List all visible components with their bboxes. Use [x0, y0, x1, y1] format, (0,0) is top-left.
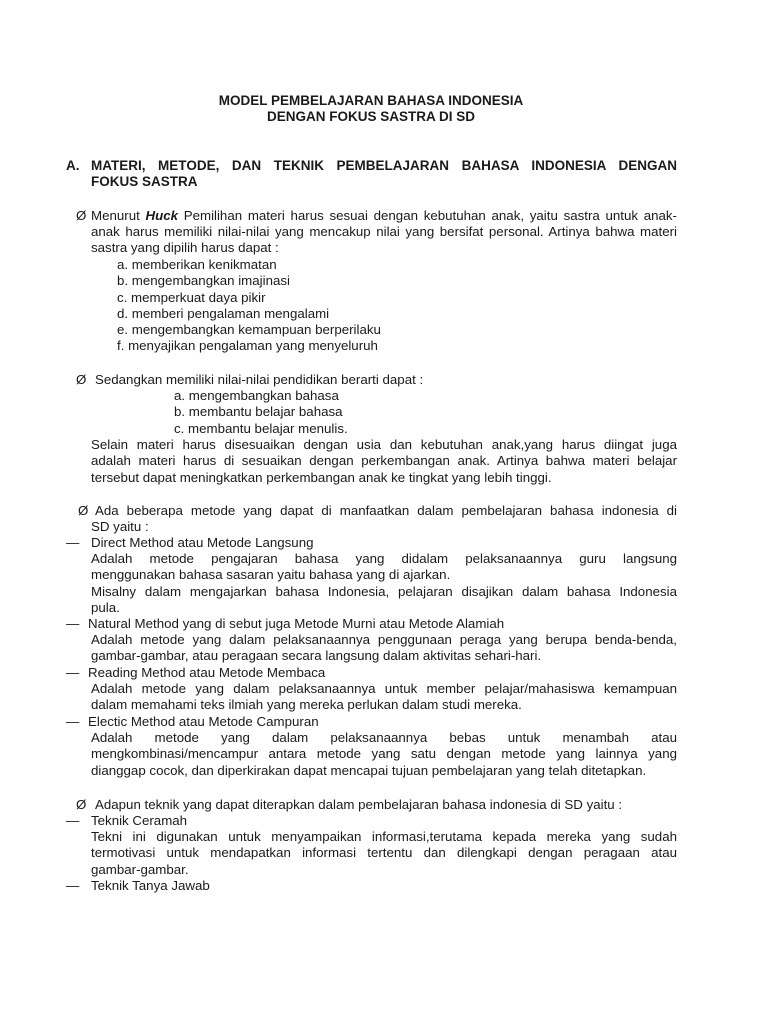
list-item: b. membantu belajar bahasa	[174, 404, 343, 420]
section-heading-line-2: FOKUS SASTRA	[91, 174, 198, 190]
method-description	[91, 730, 677, 779]
paragraph-line: anak harus memiliki nilai-nilai yang mencakup nilai yang bersifat personal. Artinya bahwa materi	[91, 224, 677, 239]
technique-name: Teknik Tanya Jawab	[91, 878, 210, 893]
bullet-icon: Ø	[76, 208, 87, 223]
bullet-icon: Ø	[78, 503, 89, 518]
paragraph-line: dalam memahami teks ilmiah yang mereka perlukan dalam studi mereka.	[91, 697, 522, 713]
list-pendidikan	[174, 388, 348, 437]
paragraph-pendidikan: Sedangkan memiliki nilai-nilai pendidikan berarti dapat :	[95, 372, 424, 387]
list-item: a. mengembangkan bahasa	[174, 388, 339, 403]
paragraph-line: gambar-gambar.	[91, 861, 189, 877]
paragraph-line	[91, 208, 677, 224]
paragraph-teknik: Adapun teknik yang dapat diterapkan dalam pembelajaran bahasa indonesia di SD yaitu :	[95, 797, 623, 812]
method-name: Reading Method atau Metode Membaca	[88, 665, 326, 680]
paragraph-line: sastra yang dipilih harus dapat :	[91, 240, 279, 256]
list-item: c. memperkuat daya pikir	[117, 289, 266, 305]
paragraph-huck-cont	[91, 224, 677, 257]
paragraph-line: Tekni ini digunakan untuk menyampaikan informasi,terutama kepada mereka yang sudah	[91, 829, 677, 844]
list-item: b. mengembangkan imajinasi	[117, 273, 290, 289]
method-description	[91, 551, 677, 616]
list-criteria	[117, 257, 381, 355]
text-run: Pemilihan materi harus sesuai dengan kebutuhan anak, yaitu sastra untuk anak-	[178, 208, 677, 223]
method-name: Direct Method atau Metode Langsung	[91, 535, 314, 550]
list-item: c. membantu belajar menulis.	[174, 420, 348, 436]
title-line-1: MODEL PEMBELAJARAN BAHASA INDONESIA	[218, 93, 524, 108]
list-item: a. memberikan kenikmatan	[117, 257, 277, 272]
technique-name: Teknik Ceramah	[91, 813, 188, 828]
paragraph-line: pula.	[91, 599, 120, 615]
section-heading	[66, 158, 677, 191]
paragraph-line: Ada beberapa metode yang dapat di manfaatkan dalam pembelajaran bahasa indonesia di	[95, 503, 677, 518]
bullet-icon: Ø	[76, 797, 87, 812]
paragraph-line: termotivasi untuk mendapatkan informasi tertentu dan dilengkapi dengan peragaan atau	[91, 845, 677, 861]
paragraph-line: menggunakan bahasa sasaran yaitu bahasa yang di ajarkan.	[91, 567, 451, 583]
dash-icon: —	[66, 535, 80, 550]
dash-icon: —	[66, 665, 80, 680]
method-description	[91, 632, 677, 665]
title-line-2: DENGAN FOKUS SASTRA DI SD	[266, 109, 475, 124]
paragraph-line: mengkombinasi/mencampur antara metode yang satu dengan metode yang lainnya yang	[91, 746, 677, 762]
dash-icon: —	[66, 616, 80, 631]
section-number: A.	[66, 158, 80, 173]
paragraph-huck	[91, 208, 677, 224]
paragraph-line: gambar-gambar, atau peragaan secara langsung dalam aktivitas sehari-hari.	[91, 648, 542, 664]
paragraph-line: SD yaitu :	[91, 519, 149, 535]
list-item: d. memberi pengalaman mengalami	[117, 305, 330, 321]
paragraph-line: Adalah metode yang dalam pelaksanaannya bebas untuk menambah atau	[91, 730, 677, 745]
method-description	[91, 681, 677, 714]
paragraph-line: dianggap cocok, dan diperkirakan dapat mencapai tujuan pembelajaran yang telah ditetapkan.	[91, 762, 647, 778]
paragraph-line: tersebut dapat meningkatkan perkembangan anak ke tingkat yang lebih tinggi.	[91, 469, 552, 485]
paragraph-selain	[91, 437, 677, 486]
method-name: Natural Method yang di sebut juga Metode Murni atau Metode Alamiah	[88, 616, 505, 631]
text-run: Menurut	[91, 208, 146, 223]
dash-icon: —	[66, 714, 80, 729]
author-name: Huck	[145, 208, 179, 223]
technique-description	[91, 829, 677, 878]
paragraph-line: Adalah metode pengajaran bahasa yang didalam pelaksanaannya guru langsung	[91, 551, 677, 566]
document-title	[66, 93, 676, 125]
list-item: e. mengembangkan kemampuan berperilaku	[117, 322, 381, 338]
paragraph-line: Misalny dalam mengajarkan bahasa Indonesia, pelajaran disajikan dalam bahasa Indonesia	[91, 583, 677, 599]
bullet-icon: Ø	[76, 372, 87, 387]
section-heading-line-1: MATERI, METODE, DAN TEKNIK PEMBELAJARAN BAHASA INDONESIA DENGAN	[91, 158, 677, 173]
paragraph-line: Adalah metode yang dalam pelaksanaannya penggunaan peraga yang berupa benda-benda,	[91, 632, 677, 647]
paragraph-line: Adalah metode yang dalam pelaksanaannya untuk member pelajar/mahasiswa kemampuan	[91, 681, 677, 696]
paragraph-line: adalah materi harus di sesuaikan dengan perkembangan anak. Artinya bahwa materi belajar	[91, 453, 677, 469]
paragraph-metode	[91, 503, 677, 536]
list-item: f. menyajikan pengalaman yang menyeluruh	[117, 338, 378, 354]
dash-icon: —	[66, 813, 80, 828]
dash-icon: —	[66, 878, 80, 893]
method-name: Electic Method atau Metode Campuran	[88, 714, 319, 729]
paragraph-line: Selain materi harus disesuaikan dengan usia dan kebutuhan anak,yang harus diingat juga	[91, 437, 677, 452]
